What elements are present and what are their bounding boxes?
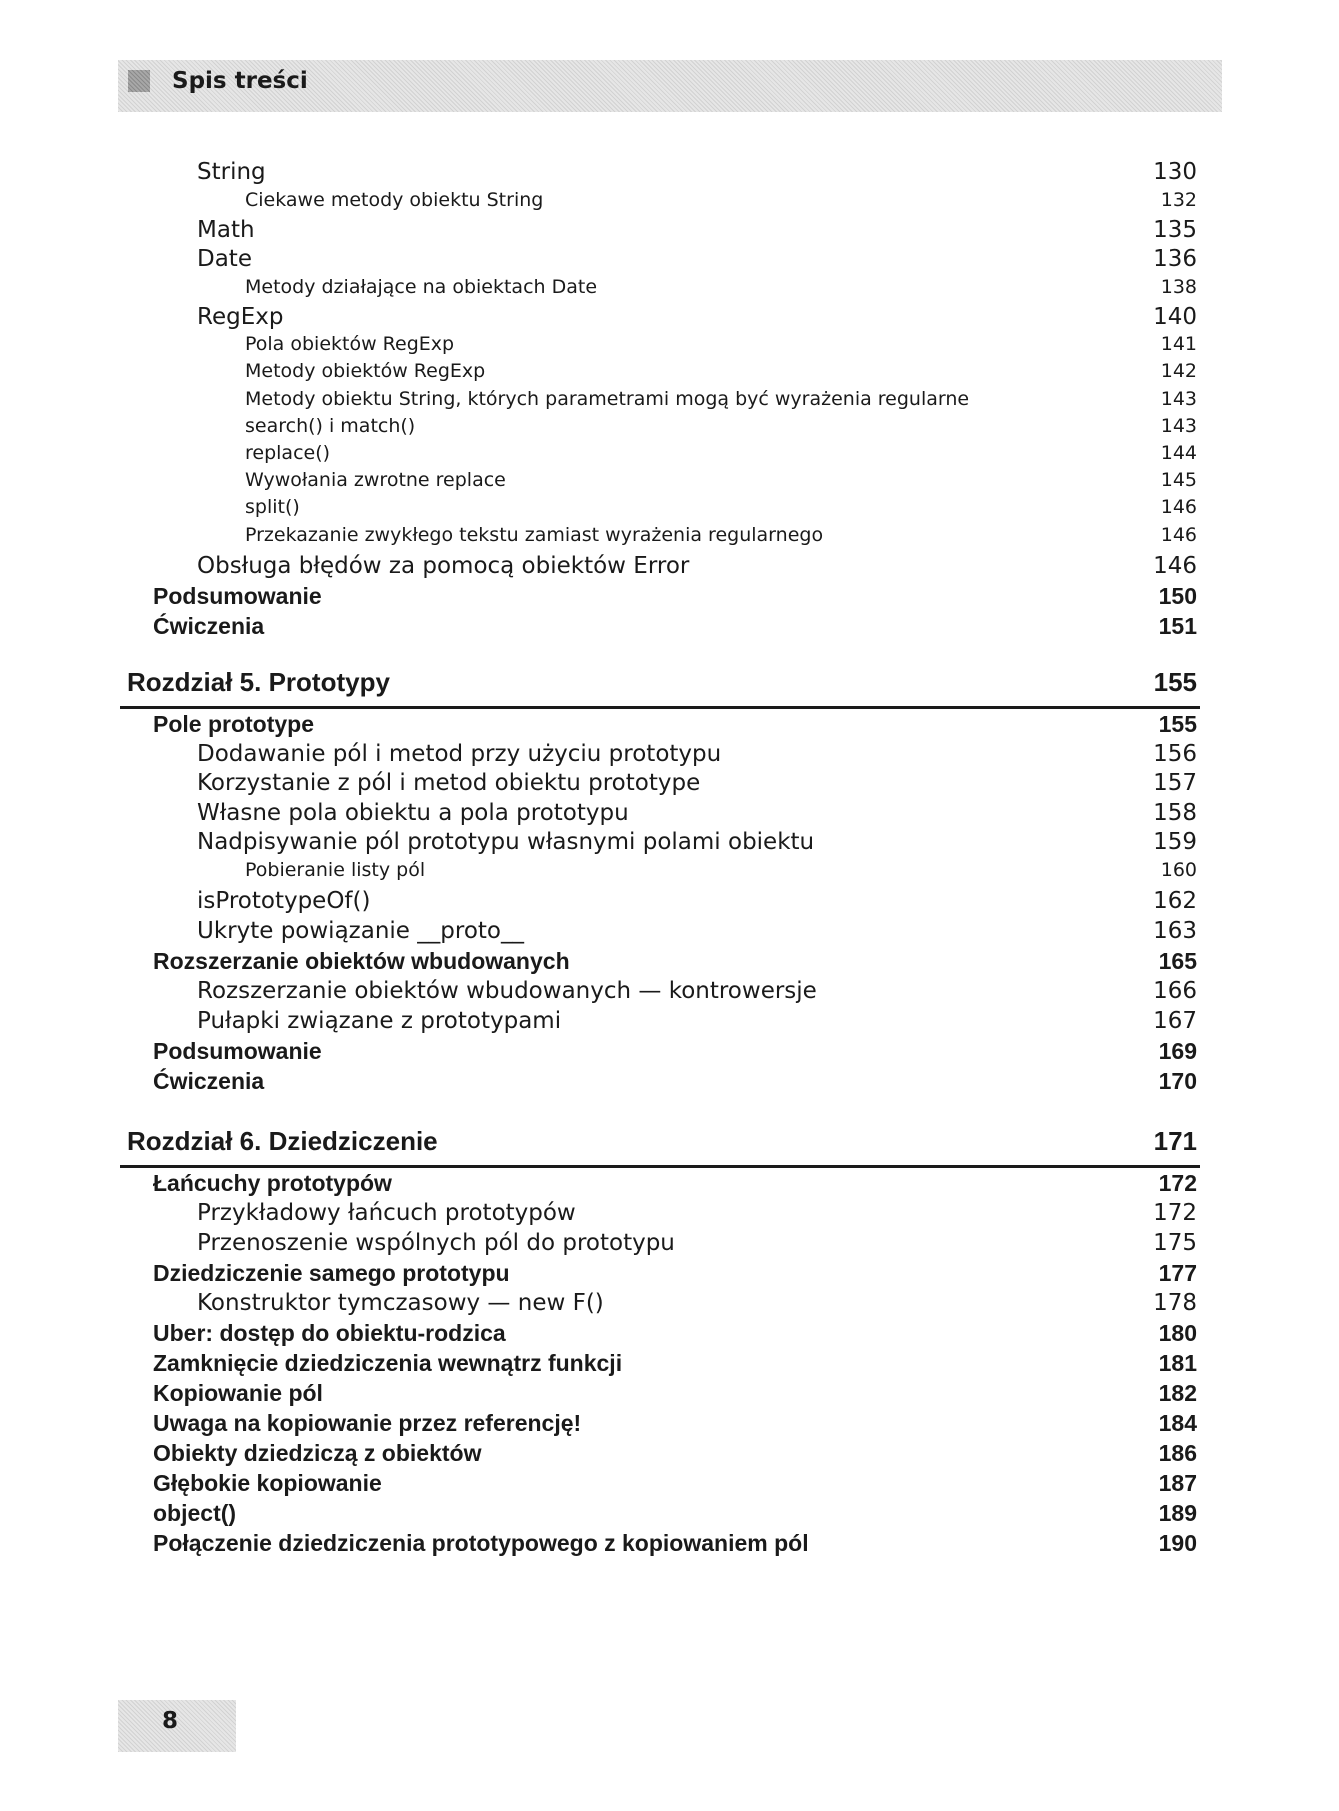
subsection-entry [197, 800, 1197, 830]
subsection-entry [197, 741, 1197, 771]
toc-entry-page: 144 [1160, 442, 1197, 464]
toc-entry-title: Metody obiektów RegExp [245, 360, 486, 382]
chapter-heading [127, 1126, 1197, 1156]
toc-entry-page: 181 [1158, 1350, 1197, 1376]
subsubsection-entry [245, 442, 1197, 472]
toc-entry-page: 155 [1158, 711, 1197, 737]
section-entry [153, 1410, 1197, 1440]
toc-entry-page: 158 [1153, 800, 1197, 826]
section-entry [153, 1038, 1197, 1068]
toc-entry-title: Obiekty dziedziczą z obiektów [153, 1440, 482, 1466]
toc-entry-page: 130 [1153, 159, 1197, 185]
toc-entry-page: 151 [1158, 613, 1197, 639]
toc-entry-title: Przekazanie zwykłego tekstu zamiast wyrażenia regularnego [245, 524, 824, 546]
toc-entry-title: Podsumowanie [153, 583, 322, 609]
toc-entry-title: Pola obiektów RegExp [245, 333, 455, 355]
toc-entry-title: Rozszerzanie obiektów wbudowanych [153, 948, 570, 974]
subsubsection-entry [245, 360, 1197, 390]
toc-entry-page: 155 [1153, 667, 1197, 697]
subsubsection-entry [245, 469, 1197, 499]
toc-entry-title: Podsumowanie [153, 1038, 322, 1064]
toc-entry-page: 177 [1158, 1260, 1197, 1286]
toc-entry-title: Ciekawe metody obiektu String [245, 189, 544, 211]
section-entry [153, 1530, 1197, 1560]
toc-entry-page: 143 [1160, 415, 1197, 437]
section-entry [153, 1260, 1197, 1290]
section-entry [153, 1440, 1197, 1470]
toc-entry-title: isPrototypeOf() [197, 888, 371, 914]
toc-entry-page: 186 [1158, 1440, 1197, 1466]
toc-entry-title: search() i match() [245, 415, 416, 437]
toc-entry-page: 187 [1158, 1470, 1197, 1496]
toc-entry-title: Dodawanie pól i metod przy użyciu prototypu [197, 741, 722, 767]
toc-entry-title: replace() [245, 442, 331, 464]
toc-entry-page: 172 [1158, 1170, 1197, 1196]
toc-entry-title: Kopiowanie pól [153, 1380, 323, 1406]
toc-entry-page: 175 [1153, 1230, 1197, 1256]
subsection-entry [197, 1008, 1197, 1038]
toc-entry-page: 141 [1160, 333, 1197, 355]
section-entry [153, 613, 1197, 643]
toc-entry-title: String [197, 159, 266, 185]
toc-entry-page: 159 [1153, 829, 1197, 855]
toc-entry-page: 140 [1153, 304, 1197, 330]
subsection-entry [197, 1200, 1197, 1230]
toc-entry-title: RegExp [197, 304, 284, 330]
subsection-entry [197, 217, 1197, 247]
subsubsection-entry [245, 415, 1197, 445]
toc-entry-title: Przenoszenie wspólnych pól do prototypu [197, 1230, 675, 1256]
section-entry [153, 583, 1197, 613]
toc-entry-page: 156 [1153, 741, 1197, 767]
section-entry [153, 948, 1197, 978]
subsection-entry [197, 978, 1197, 1008]
toc-entry-title: Nadpisywanie pól prototypu własnymi polami obiektu [197, 829, 815, 855]
subsection-entry [197, 1230, 1197, 1260]
toc-entry-page: 143 [1160, 388, 1197, 410]
toc-entry-title: Ćwiczenia [153, 1068, 265, 1094]
toc-entry-page: 136 [1153, 246, 1197, 272]
toc-entry-title: Uber: dostęp do obiektu-rodzica [153, 1320, 506, 1346]
toc-entry-title: Zamknięcie dziedziczenia wewnątrz funkcji [153, 1350, 623, 1376]
toc-entry-title: Uwaga na kopiowanie przez referencję! [153, 1410, 582, 1436]
section-entry [153, 1380, 1197, 1410]
chapter-rule [120, 706, 1200, 709]
toc-entry-title: Konstruktor tymczasowy — new F() [197, 1290, 604, 1316]
subsubsection-entry [245, 333, 1197, 363]
section-entry [153, 1350, 1197, 1380]
toc-entry-title: Math [197, 217, 255, 243]
section-entry [153, 1500, 1197, 1530]
toc-entry-title: Pole prototype [153, 711, 315, 737]
toc-entry-page: 180 [1158, 1320, 1197, 1346]
toc-entry-page: 172 [1153, 1200, 1197, 1226]
toc-entry-title: Ukryte powiązanie __proto__ [197, 918, 524, 944]
subsubsection-entry [245, 524, 1197, 554]
toc-entry-page: 162 [1153, 888, 1197, 914]
toc-entry-title: Metody działające na obiektach Date [245, 276, 598, 298]
toc-entry-title: Pobieranie listy pól [245, 859, 426, 881]
toc-entry-page: 132 [1160, 189, 1197, 211]
page-header-title: Spis treści [172, 68, 308, 94]
toc-entry-page: 189 [1158, 1500, 1197, 1526]
toc-entry-title: Własne pola obiektu a pola prototypu [197, 800, 629, 826]
subsection-entry [197, 888, 1197, 918]
section-entry [153, 1170, 1197, 1200]
toc-entry-title: Rozdział 6. Dziedziczenie [127, 1126, 438, 1156]
subsection-entry [197, 246, 1197, 276]
toc-entry-page: 166 [1153, 978, 1197, 1004]
toc-entry-page: 146 [1160, 496, 1197, 518]
subsection-entry [197, 553, 1197, 583]
toc-entry-title: Głębokie kopiowanie [153, 1470, 382, 1496]
toc-entry-page: 182 [1158, 1380, 1197, 1406]
section-entry [153, 711, 1197, 741]
subsubsection-entry [245, 496, 1197, 526]
toc-entry-page: 145 [1160, 469, 1197, 491]
toc-entry-title: Przykładowy łańcuch prototypów [197, 1200, 576, 1226]
toc-entry-title: Ćwiczenia [153, 613, 265, 639]
toc-entry-page: 167 [1153, 1008, 1197, 1034]
toc-entry-page: 150 [1158, 583, 1197, 609]
toc-entry-page: 142 [1160, 360, 1197, 382]
toc-entry-title: object() [153, 1500, 237, 1526]
subsection-entry [197, 829, 1197, 859]
toc-entry-page: 171 [1153, 1126, 1197, 1156]
toc-entry-title: Dziedziczenie samego prototypu [153, 1260, 510, 1286]
toc-entry-page: 163 [1153, 918, 1197, 944]
subsubsection-entry [245, 388, 1197, 418]
chapter-rule [120, 1165, 1200, 1168]
toc-entry-page: 165 [1158, 948, 1197, 974]
toc-entry-page: 157 [1153, 770, 1197, 796]
toc-entry-page: 178 [1153, 1290, 1197, 1316]
subsubsection-entry [245, 189, 1197, 219]
subsection-entry [197, 918, 1197, 948]
toc-entry-page: 146 [1153, 553, 1197, 579]
toc-entry-title: Rozdział 5. Prototypy [127, 667, 390, 697]
toc-entry-title: Wywołania zwrotne replace [245, 469, 506, 491]
subsection-entry [197, 304, 1197, 334]
toc-entry-title: Metody obiektu String, których parametrami mogą być wyrażenia regularne [245, 388, 970, 410]
toc-entry-title: Rozszerzanie obiektów wbudowanych — kontrowersje [197, 978, 817, 1004]
toc-entry-page: 146 [1160, 524, 1197, 546]
toc-entry-page: 169 [1158, 1038, 1197, 1064]
toc-entry-title: split() [245, 496, 300, 518]
section-entry [153, 1320, 1197, 1350]
toc-entry-title: Połączenie dziedziczenia prototypowego z kopiowaniem pól [153, 1530, 809, 1556]
subsubsection-entry [245, 859, 1197, 889]
toc-entry-title: Łańcuchy prototypów [153, 1170, 392, 1196]
chapter-heading [127, 667, 1197, 697]
subsection-entry [197, 770, 1197, 800]
toc-entry-page: 138 [1160, 276, 1197, 298]
toc-entry-page: 170 [1158, 1068, 1197, 1094]
page-number: 8 [162, 1708, 179, 1734]
toc-entry-page: 160 [1160, 859, 1197, 881]
toc-entry-page: 135 [1153, 217, 1197, 243]
subsection-entry [197, 1290, 1197, 1320]
toc-entry-title: Obsługa błędów za pomocą obiektów Error [197, 553, 690, 579]
toc-entry-page: 184 [1158, 1410, 1197, 1436]
section-entry [153, 1068, 1197, 1098]
toc-entry-title: Korzystanie z pól i metod obiektu prototype [197, 770, 701, 796]
toc-entry-title: Pułapki związane z prototypami [197, 1008, 562, 1034]
toc-entry-page: 190 [1158, 1530, 1197, 1556]
section-entry [153, 1470, 1197, 1500]
toc-entry-title: Date [197, 246, 252, 272]
subsubsection-entry [245, 276, 1197, 306]
subsection-entry [197, 159, 1197, 189]
